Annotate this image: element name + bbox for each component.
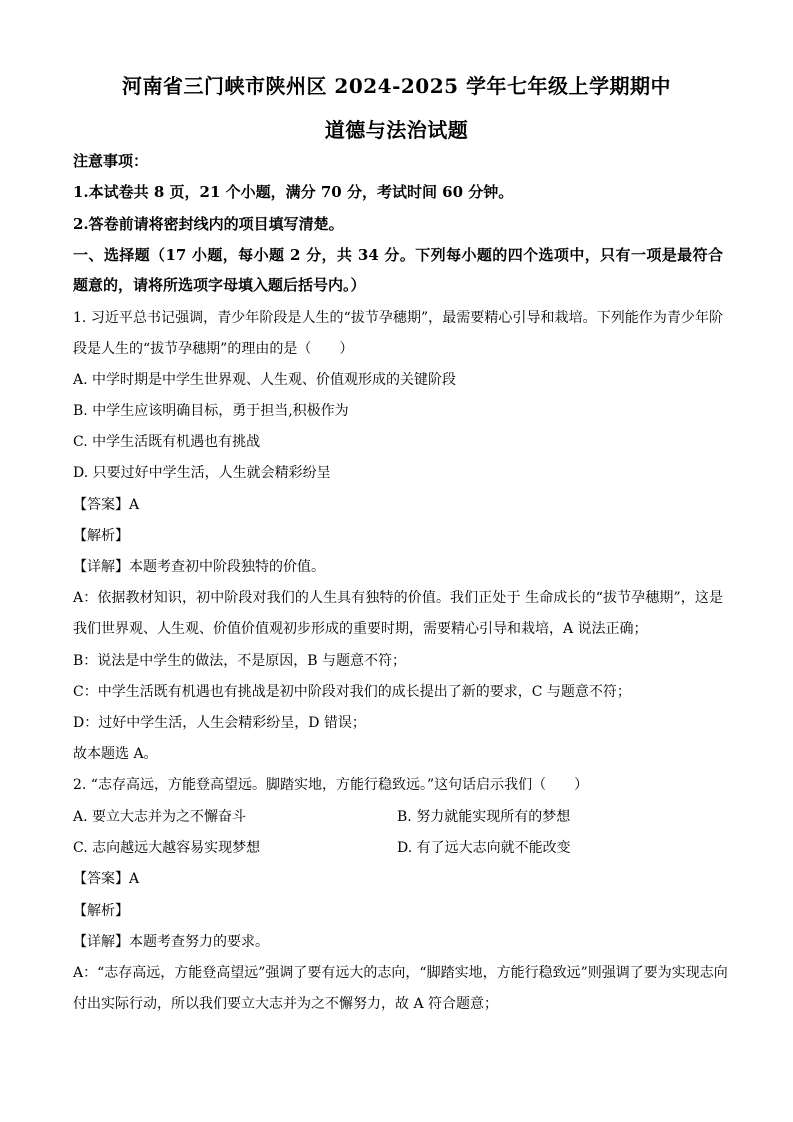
notice-item-1: 1.本试卷共 8 页，21 个小题，满分 70 分，考试时间 60 分钟。: [73, 183, 514, 201]
question-2-answer: 【答案】A: [73, 871, 140, 887]
question-2-analysis: 【解析】: [73, 903, 129, 919]
question-2-detail: 【详解】本题考查努力的要求。: [73, 934, 269, 950]
notice-heading: 注意事项：: [73, 152, 149, 170]
question-1-conclusion: 故本题选 A。: [73, 746, 158, 762]
exam-title: 河南省三门峡市陕州区 2024-2025 学年七年级上学期期中: [121, 74, 672, 98]
question-1-stem-cont: 段是人生的“拔节孕穗期”的理由的是（ ）: [73, 341, 354, 357]
section-heading-cont: 题意的，请将所选项字母填入题后括号内。）: [73, 276, 366, 294]
exam-subtitle: 道德与法治试题: [324, 118, 469, 142]
question-1-explain-c: C：中学生活既有机遇也有挑战是初中阶段对我们的成长提出了新的要求，C 与题意不符；: [73, 684, 631, 700]
question-1-detail: 【详解】本题考查初中阶段独特的价值。: [73, 559, 325, 575]
notice-item-2: 2.答卷前请将密封线内的项目填写清楚。: [73, 215, 344, 233]
question-1-explain-a-cont: 我们世界观、人生观、价值价值观初步形成的重要时期，需要精心引导和栽培，A 说法正确；: [73, 621, 648, 637]
question-1-analysis: 【解析】: [73, 528, 129, 544]
question-1-option-d: D. 只要过好中学生活，人生就会精彩纷呈: [73, 465, 331, 481]
question-1-explain-a: A：依据教材知识，初中阶段对我们的人生具有独特的价值。我们正处于 生命成长的“拔节孕穗期”，这是: [73, 590, 723, 606]
question-1-option-c: C. 中学生活既有机遇也有挑战: [73, 434, 261, 450]
question-1-explain-d: D：过好中学生活，人生会精彩纷呈，D 错误；: [73, 715, 366, 731]
section-heading: 一、选择题（17 小题，每小题 2 分，共 34 分。下列每小题的四个选项中，只有一项是最符合: [73, 246, 723, 264]
question-1-option-a: A. 中学时期是中学生世界观、人生观、价值观形成的关键阶段: [73, 372, 457, 388]
question-2-explain-a-cont: 付出实际行动，所以我们要立大志并为之不懈努力，故 A 符合题意；: [73, 996, 499, 1012]
question-1-stem: 1. 习近平总书记强调，青少年阶段是人生的“拔节孕穗期”，最需要精心引导和栽培。下列能作为青少年阶: [73, 310, 723, 326]
question-1-answer: 【答案】A: [73, 497, 140, 513]
question-2-option-b: B. 努力就能实现所有的梦想: [397, 809, 571, 825]
question-2-stem: 2. “志存高远，方能登高望远。脚踏实地，方能行稳致远。”这句话启示我们（ ）: [73, 777, 589, 793]
question-2-option-c: C. 志向越远大越容易实现梦想: [73, 840, 261, 856]
question-2-option-d: D. 有了远大志向就不能改变: [397, 840, 571, 856]
question-1-explain-b: B：说法是中学生的做法，不是原因，B 与题意不符；: [73, 653, 407, 669]
question-2-explain-a: A：“志存高远，方能登高望远”强调了要有远大的志向，“脚踏实地，方能行稳致远”则强调了要为实现志向: [73, 965, 728, 981]
question-1-option-b: B. 中学生应该明确目标，勇于担当,积极作为: [73, 403, 349, 419]
question-2-option-a: A. 要立大志并为之不懈奋斗: [73, 809, 247, 825]
